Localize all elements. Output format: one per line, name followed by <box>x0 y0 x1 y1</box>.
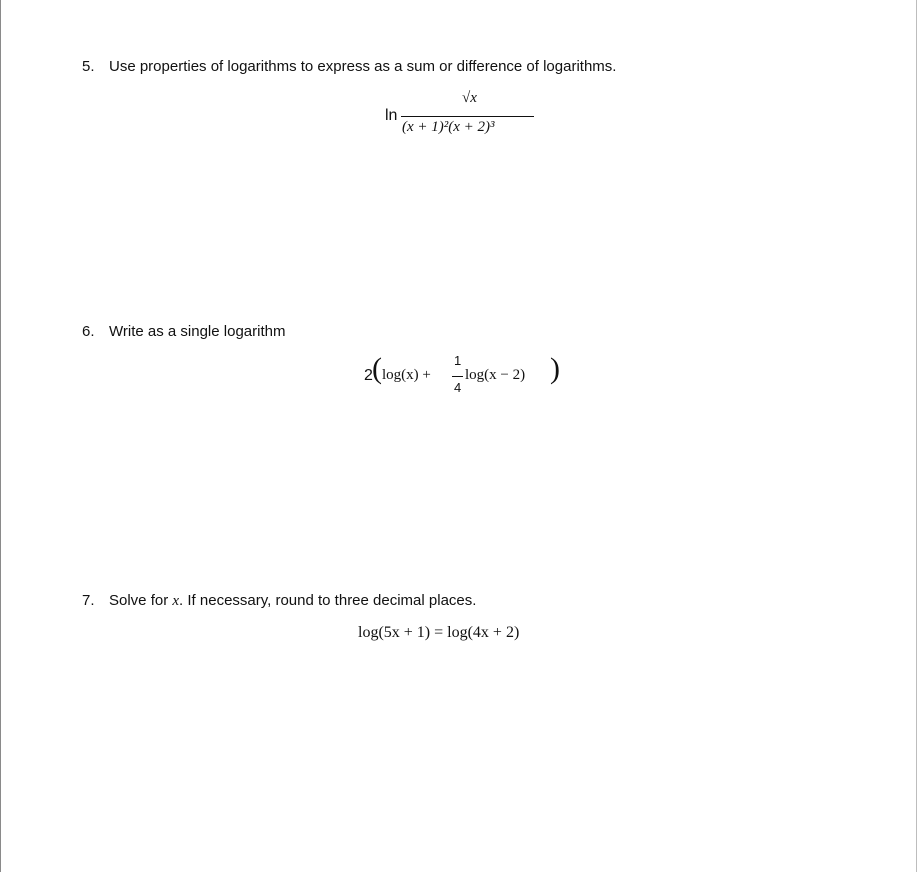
instruction-suffix: . If necessary, round to three decimal places. <box>179 592 477 609</box>
close-paren: ) <box>550 352 560 385</box>
page-left-edge <box>0 0 1 872</box>
fraction-bar <box>452 376 463 377</box>
fraction-numerator: √x <box>462 90 477 106</box>
log-term-2: log(x − 2) <box>465 367 526 383</box>
problem-5-instruction: Use properties of logarithms to express as a sum or difference of logarithms. <box>109 58 617 75</box>
problem-7-number: 7. <box>82 592 95 609</box>
open-paren: ( <box>372 352 382 385</box>
fraction-numerator: 1 <box>454 353 462 368</box>
instruction-variable: x <box>172 593 180 609</box>
log-term-1: log(x) + <box>382 367 431 383</box>
problem-7-instruction <box>109 592 476 610</box>
problem-7-equation: log(5x + 1) = log(4x + 2) <box>358 624 520 641</box>
problem-5-number: 5. <box>82 58 95 75</box>
fraction-denominator: 4 <box>454 380 462 395</box>
fraction-bar <box>401 116 534 117</box>
coefficient: 2 <box>364 367 373 384</box>
fraction-denominator: (x + 1)²(x + 2)³ <box>402 119 495 135</box>
problem-6-instruction: Write as a single logarithm <box>109 323 286 340</box>
problem-6-number: 6. <box>82 323 95 340</box>
ln-function: ln <box>385 107 398 124</box>
instruction-prefix: Solve for <box>109 592 169 609</box>
